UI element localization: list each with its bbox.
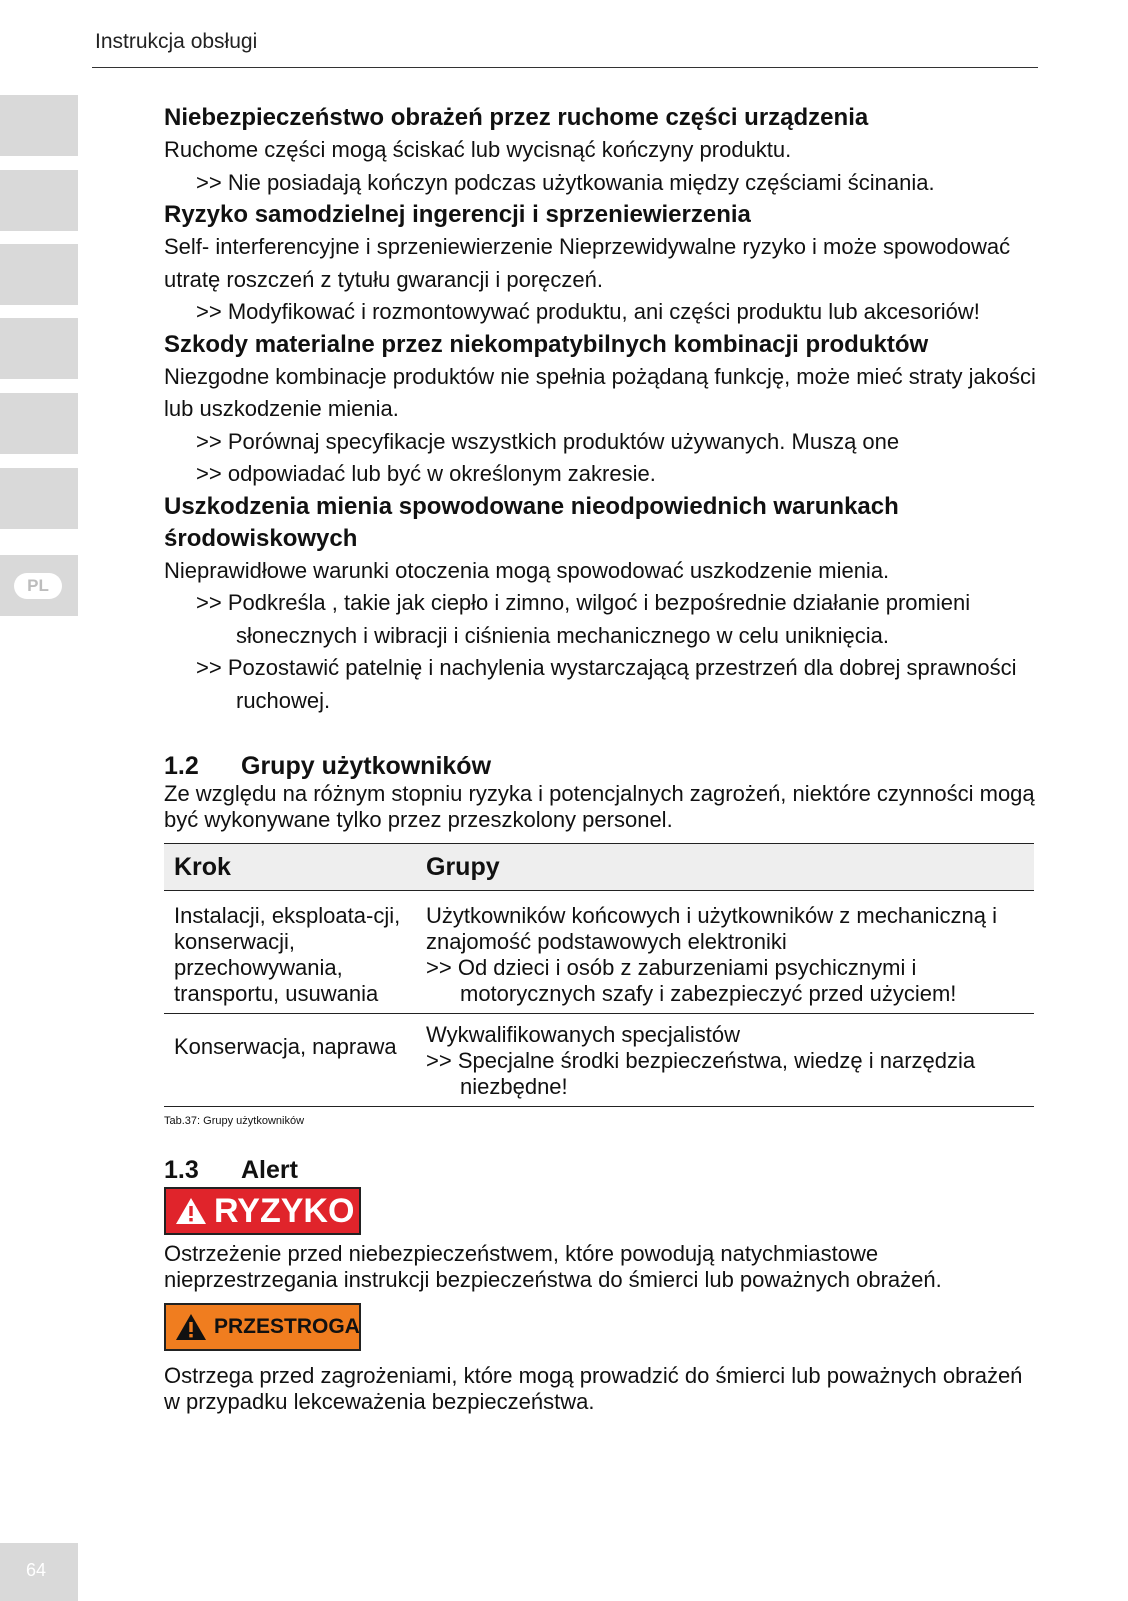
group-description: Wykwalifikowanych specjalistów — [426, 1022, 741, 1047]
page-number-tab — [0, 1543, 78, 1601]
bullet-marker: >> — [196, 655, 222, 680]
warning-description: Ostrzega przed zagrożeniami, które mogą prowadzić do śmierci lub poważnych obrażeń w przypadku lekceważenia bezpieczeństwa. — [164, 1363, 1023, 1414]
warning-triangle-icon — [174, 1312, 208, 1342]
table-cell-groups — [416, 1014, 1034, 1107]
hazard-bullet — [164, 587, 1038, 652]
hazard-bullet — [164, 167, 1038, 200]
table-bullet — [426, 955, 1024, 1007]
section-number: 1.3 — [164, 1156, 199, 1184]
section-intro: Ze względu na różnym stopniu ryzyka i potencjalnych zagrożeń, niektóre czynności mogą być wykonywane tylko przez przeszkolony personel. — [164, 781, 1035, 832]
section-alert — [164, 1155, 1038, 1415]
bullet-text: Od dzieci i osób z zaburzeniami psychicznymi i motorycznych szafy i zabezpieczyć przed użyciem! — [457, 955, 957, 1006]
column-header-groups: Grupy — [416, 844, 1034, 891]
danger-description: Ostrzeżenie przed niebezpieczeństwem, które powodują natychmiastowe nieprzestrzegania instrukcji bezpieczeństwa do śmierci lub poważnych obrażeń. — [164, 1241, 942, 1292]
section-number: 1.2 — [164, 752, 199, 780]
warning-label: PRZESTROGA — [214, 1315, 360, 1338]
document-header-title: Instrukcja obsługi — [95, 30, 258, 53]
side-tab — [0, 95, 78, 156]
bullet-marker: >> — [196, 299, 222, 324]
hazard-title: Uszkodzenia mienia spowodowane nieodpowiednich warunkach środowiskowych — [164, 492, 899, 552]
section-title: Grupy użytkowników — [241, 752, 492, 780]
hazard-environment — [164, 491, 1038, 718]
section-title: Alert — [241, 1156, 298, 1184]
bullet-text: Nie posiadają kończyn podczas użytkowania między częściami ścinania. — [227, 169, 935, 195]
hazard-bullet — [164, 296, 1038, 329]
bullet-marker: >> — [196, 169, 222, 195]
side-tab — [0, 244, 78, 305]
side-tab — [0, 393, 78, 454]
language-tab — [0, 555, 78, 616]
section-user-groups — [164, 751, 1038, 1127]
danger-label: RYZYKO — [214, 1191, 355, 1230]
table-row — [164, 1014, 1034, 1107]
column-header-step: Krok — [164, 844, 416, 891]
hazard-self-interference — [164, 199, 1038, 329]
bullet-text: Porównaj specyfikacje wszystkich produktów używanych. Muszą one — [227, 428, 900, 454]
page-number: 64 — [26, 1560, 47, 1580]
hazard-moving-parts — [164, 102, 1038, 199]
warning-triangle-icon — [174, 1196, 208, 1226]
user-groups-table — [164, 843, 1034, 1107]
hazard-incompatible-products — [164, 329, 1038, 491]
hazard-bullet — [164, 458, 1038, 491]
bullet-marker: >> — [196, 590, 222, 615]
section-heading — [164, 1155, 1038, 1185]
table-cell-step: Konserwacja, naprawa — [164, 1014, 416, 1107]
side-tab — [0, 170, 78, 231]
language-badge: PL — [14, 573, 62, 599]
bullet-text: Specjalne środki bezpieczeństwa, wiedzę i narzędzia niezbędne! — [457, 1048, 976, 1099]
hazard-title: Szkody materialne przez niekompatybilnych kombinacji produktów — [164, 330, 929, 358]
bullet-text: Modyfikować i rozmontowywać produktu, ani części produktu lub akcesoriów! — [227, 299, 980, 324]
bullet-marker: >> — [196, 461, 222, 486]
danger-badge — [164, 1187, 361, 1235]
table-bullet — [426, 1048, 1024, 1100]
hazard-text: Ruchome części mogą ściskać lub wycisnąć kończyny produktu. — [164, 137, 792, 162]
bullet-marker: >> — [196, 428, 222, 454]
hazard-text: Niezgodne kombinacje produktów nie spełnia pożądaną funkcję, może mieć straty jakości lub uszkodzenie mienia. — [164, 363, 1036, 421]
bullet-text: Pozostawić patelnię i nachylenia wystarczającą przestrzeń dla dobrej sprawności ruchowej. — [227, 655, 1017, 713]
hazard-bullet — [164, 426, 1038, 459]
hazard-text: Self- interferencyjne i sprzeniewierzenie Nieprzewidywalne ryzyko i może spowodować utratę roszczeń z tytułu gwarancji i poręczeń. — [164, 234, 1011, 292]
side-tab — [0, 318, 78, 379]
bullet-marker: >> — [426, 1048, 452, 1073]
section-heading — [164, 751, 1038, 781]
table-cell-groups — [416, 891, 1034, 1014]
bullet-text: Podkreśla , takie jak ciepło i zimno, wilgoć i bezpośrednie działanie promieni słonecznych i wibracji i ciśnienia mechanicznego w celu uniknięcia. — [227, 590, 971, 648]
bullet-marker: >> — [426, 955, 452, 980]
table-caption: Tab.37: Grupy użytkowników — [164, 1115, 305, 1127]
table-cell-step: Instalacji, eksploata-cji, konserwacji, przechowywania, transportu, usuwania — [164, 891, 416, 1014]
warning-badge — [164, 1303, 361, 1351]
table-row — [164, 891, 1034, 1014]
bullet-text: odpowiadać lub być w określonym zakresie. — [227, 461, 656, 486]
table-header-row — [164, 844, 1034, 891]
side-tab — [0, 468, 78, 529]
hazard-title: Ryzyko samodzielnej ingerencji i sprzeniewierzenia — [164, 201, 751, 228]
group-description: Użytkowników końcowych i użytkowników z mechaniczną i znajomość podstawowych elektroniki — [426, 903, 997, 954]
page-content — [164, 102, 1038, 1415]
hazard-text: Nieprawidłowe warunki otoczenia mogą spowodować uszkodzenie mienia. — [164, 557, 890, 583]
header-divider — [92, 67, 1038, 68]
hazard-bullet — [164, 652, 1038, 717]
hazard-title: Niebezpieczeństwo obrażeń przez ruchome części urządzenia — [164, 104, 869, 131]
